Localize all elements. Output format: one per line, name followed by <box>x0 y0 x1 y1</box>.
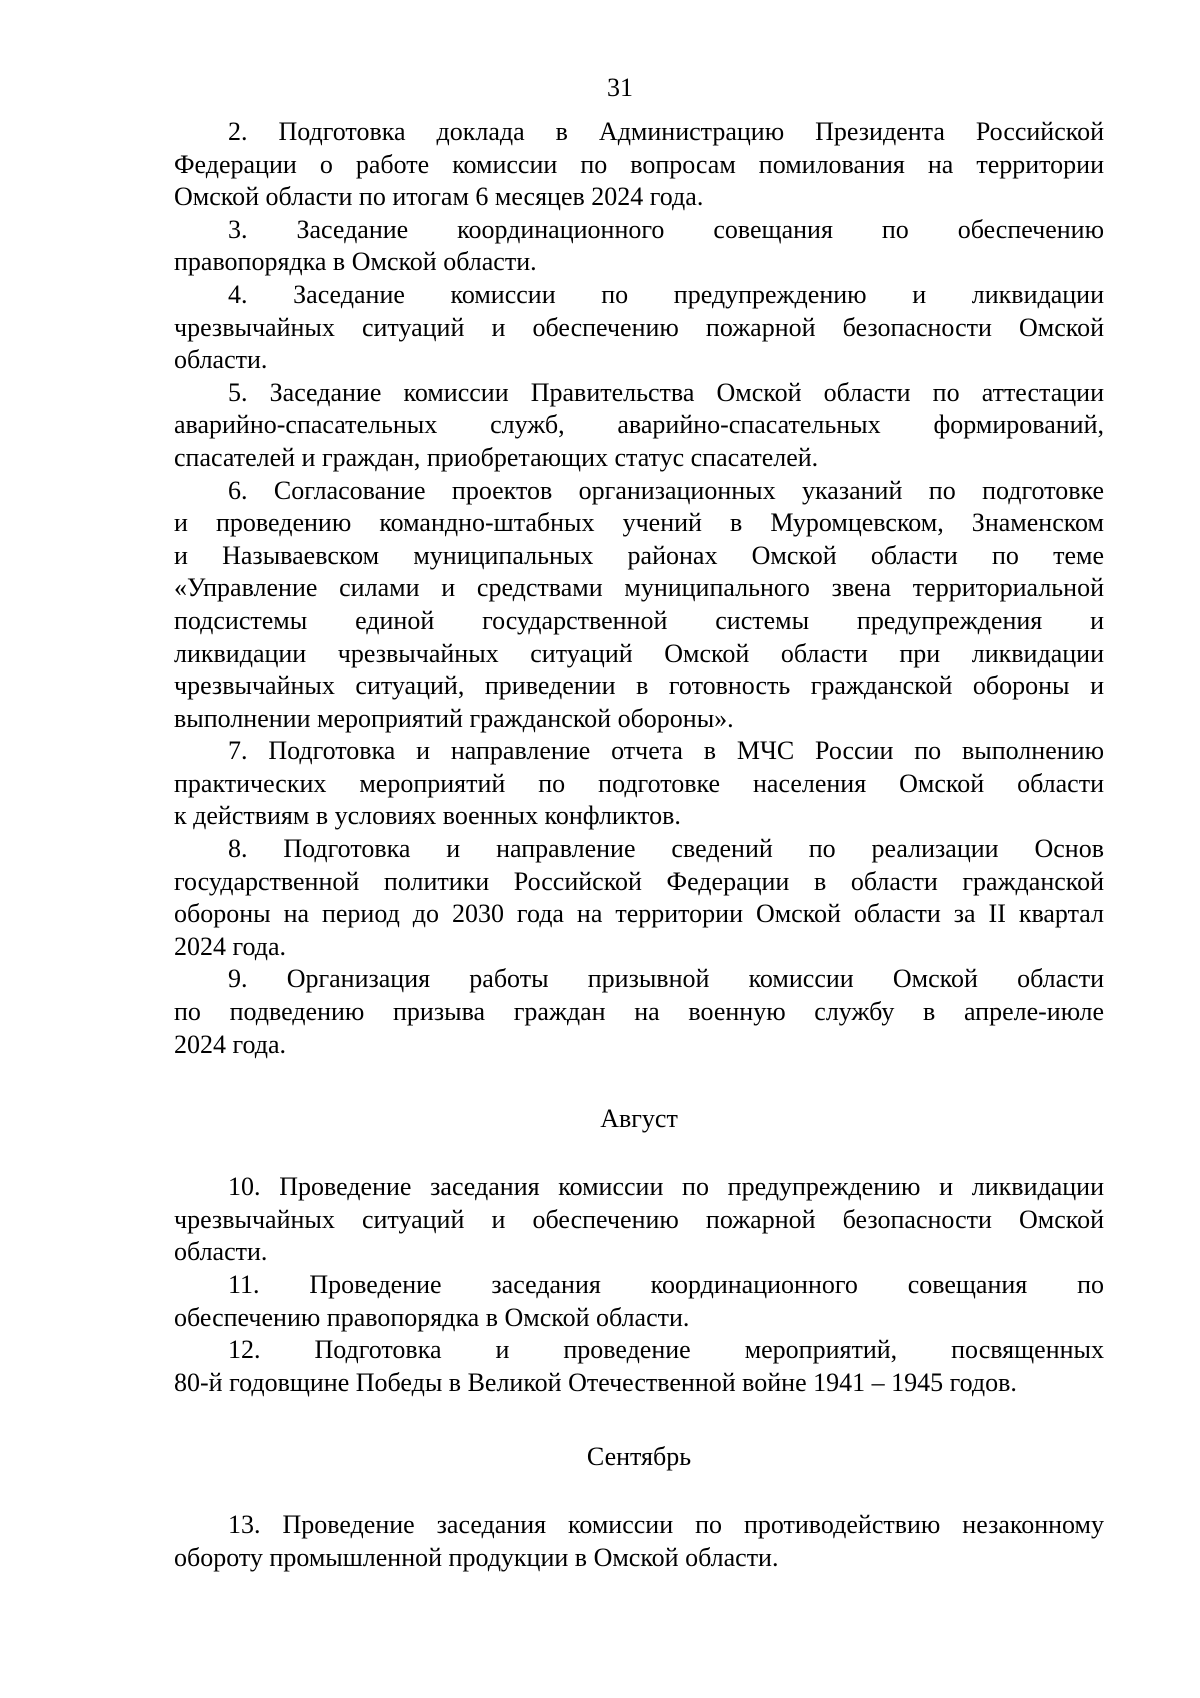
text-line: и Называевском муниципальных районах Омской области по теме <box>174 540 1104 570</box>
text-line: 3. Заседание координационного совещания по обеспечению <box>228 214 1104 244</box>
text-line: 6. Согласование проектов организационных указаний по подготовке <box>228 475 1104 505</box>
section-august-items <box>174 1171 1104 1399</box>
document-body <box>174 116 1104 1575</box>
list-item <box>174 214 1104 279</box>
text-line: обороту промышленной продукции в Омской области. <box>174 1542 779 1572</box>
text-line: подсистемы единой государственной системы предупреждения и <box>174 605 1104 635</box>
list-item <box>174 377 1104 475</box>
text-line: правопорядка в Омской области. <box>174 247 537 277</box>
text-line: обороны на период до 2030 года на территории Омской области за II квартал <box>174 899 1104 929</box>
text-line: 10. Проведение заседания комиссии по предупреждению и ликвидации <box>228 1172 1104 1202</box>
list-item <box>174 116 1104 214</box>
text-line: области. <box>174 1237 268 1267</box>
text-line: 9. Организация работы призывной комиссии Омской области <box>228 964 1104 994</box>
text-line: обеспечению правопорядка в Омской области. <box>174 1302 690 1332</box>
list-item <box>174 963 1104 1061</box>
text-line: спасателей и граждан, приобретающих статус спасателей. <box>174 442 819 472</box>
text-line: 4. Заседание комиссии по предупреждению и ликвидации <box>228 279 1104 309</box>
text-line: ликвидации чрезвычайных ситуаций Омской области при ликвидации <box>174 638 1104 668</box>
text-line: Федерации о работе комиссии по вопросам помилования на территории <box>174 149 1104 179</box>
list-item <box>174 1334 1104 1399</box>
text-line: области. <box>174 345 268 375</box>
text-line: 13. Проведение заседания комиссии по противодействию незаконному <box>228 1510 1104 1540</box>
list-item <box>174 1171 1104 1269</box>
text-line: 8. Подготовка и направление сведений по реализации Основ <box>228 834 1104 864</box>
text-line: к действиям в условиях военных конфликтов. <box>174 801 681 831</box>
text-line: 2024 года. <box>174 931 287 961</box>
text-line: 7. Подготовка и направление отчета в МЧС России по выполнению <box>228 736 1104 766</box>
text-line: 80-й годовщине Победы в Великой Отечественной войне 1941 – 1945 годов. <box>174 1367 1017 1397</box>
list-item <box>174 475 1104 736</box>
section-september-items <box>174 1509 1104 1574</box>
text-line: 12. Подготовка и проведение мероприятий, посвященных <box>228 1335 1104 1365</box>
text-line: 2. Подготовка доклада в Администрацию Президента Российской <box>228 117 1104 146</box>
list-item <box>174 1509 1104 1574</box>
section-heading-august: Август <box>600 1104 678 1134</box>
text-line: 2024 года. <box>174 1029 287 1059</box>
text-line: 11. Проведение заседания координационного совещания по <box>228 1270 1104 1299</box>
section-heading-september: Сентябрь <box>586 1442 692 1472</box>
page-number: 31 <box>607 73 633 102</box>
text-line: практических мероприятий по подготовке населения Омской области <box>174 768 1104 798</box>
text-line: аварийно-спасательных служб, аварийно-спасательных формирований, <box>174 410 1104 440</box>
text-line: чрезвычайных ситуаций и обеспечению пожарной безопасности Омской <box>174 312 1104 342</box>
text-line: 5. Заседание комиссии Правительства Омской области по аттестации <box>228 377 1104 407</box>
section-july-items <box>174 116 1104 1061</box>
text-line: Омской области по итогам 6 месяцев 2024 года. <box>174 182 704 212</box>
text-line: «Управление силами и средствами муниципального звена территориальной <box>174 573 1104 603</box>
list-item <box>174 1269 1104 1334</box>
text-line: чрезвычайных ситуаций и обеспечению пожарной безопасности Омской <box>174 1204 1104 1234</box>
text-line: чрезвычайных ситуаций, приведении в готовность гражданской обороны и <box>174 671 1104 701</box>
list-item <box>174 833 1104 963</box>
text-line: по подведению призыва граждан на военную службу в апреле-июле <box>174 997 1104 1027</box>
list-item <box>174 735 1104 833</box>
list-item <box>174 279 1104 377</box>
text-line: и проведению командно-штабных учений в Муромцевском, Знаменском <box>174 508 1104 538</box>
text-line: государственной политики Российской Федерации в области гражданской <box>174 866 1104 896</box>
text-line: выполнении мероприятий гражданской обороны». <box>174 703 734 733</box>
